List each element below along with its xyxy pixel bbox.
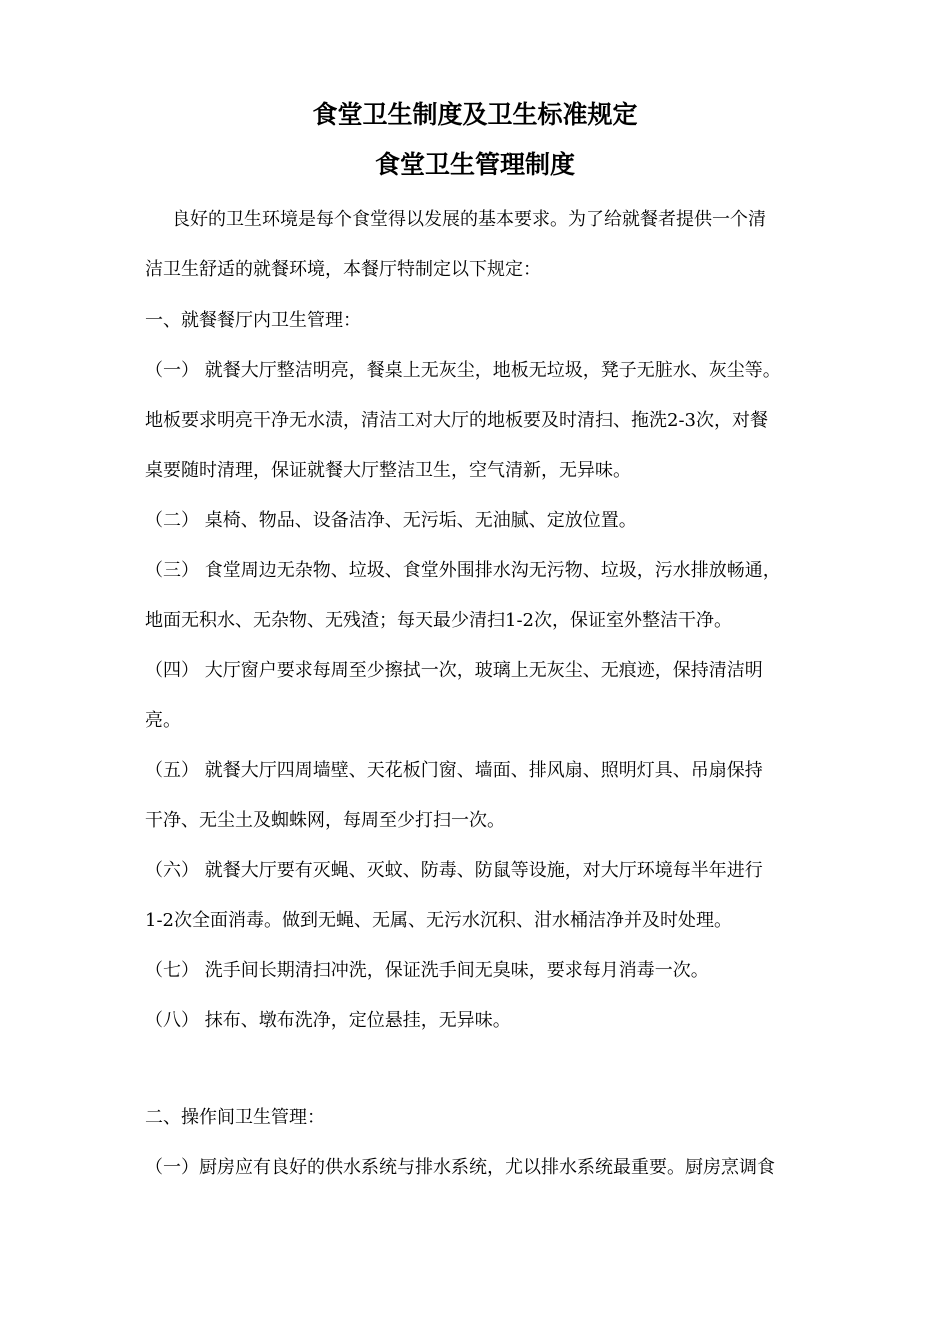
paragraph-line: 1-2次全面消毒。做到无蝇、无属、无污水沉积、泔水桶洁净并及时处理。 <box>145 910 732 931</box>
document-subtitle: 食堂卫生管理制度 <box>374 150 575 179</box>
paragraph-line: 亮。 <box>145 710 181 731</box>
paragraph-line: （一） 就餐大厅整洁明亮，餐桌上无灰尘，地板无垃圾，凳子无脏水、灰尘等。 <box>145 360 781 381</box>
paragraph-line: （三） 食堂周边无杂物、垃圾、食堂外围排水沟无污物、垃圾，污水排放畅通， <box>145 560 781 581</box>
paragraph-line: （五） 就餐大厅四周墙壁、天花板门窗、墙面、排风扇、照明灯具、吊扇保持 <box>145 760 763 781</box>
paragraph-line: （二） 桌椅、物品、设备洁净、无污垢、无油腻、定放位置。 <box>145 510 637 531</box>
paragraph-line: （六） 就餐大厅要有灭蝇、灭蚊、防毒、防鼠等设施，对大厅环境每半年进行 <box>145 860 763 881</box>
paragraph-line: （七） 洗手间长期清扫冲洗，保证洗手间无臭味，要求每月消毒一次。 <box>145 960 709 981</box>
paragraph-line: 良好的卫生环境是每个食堂得以发展的基本要求。为了给就餐者提供一个清 <box>172 209 766 230</box>
paragraph-line: 地板要求明亮干净无水渍，清洁工对大厅的地板要及时清扫、拖洗2-3次，对餐 <box>145 410 768 431</box>
paragraph-line: （四） 大厅窗户要求每周至少擦拭一次，玻璃上无灰尘、无痕迹，保持清洁明 <box>145 660 763 681</box>
paragraph-line: （八） 抹布、墩布洗净，定位悬挂，无异味。 <box>145 1010 511 1031</box>
paragraph-line: 地面无积水、无杂物、无残渣；每天最少清扫1-2次，保证室外整洁干净。 <box>145 610 732 631</box>
document-title: 食堂卫生制度及卫生标准规定 <box>312 100 638 129</box>
section-heading: 二、操作间卫生管理： <box>145 1107 325 1128</box>
paragraph-line: 洁卫生舒适的就餐环境，本餐厅特制定以下规定： <box>145 259 541 280</box>
paragraph-line: （一）厨房应有良好的供水系统与排水系统，尤以排水系统最重要。厨房烹调食 <box>145 1157 775 1178</box>
paragraph-line: 桌要随时清理，保证就餐大厅整洁卫生，空气清新，无异味。 <box>145 460 631 481</box>
paragraph-line: 干净、无尘土及蜘蛛网，每周至少打扫一次。 <box>145 810 505 831</box>
section-heading: 一、就餐餐厅内卫生管理： <box>145 310 361 331</box>
